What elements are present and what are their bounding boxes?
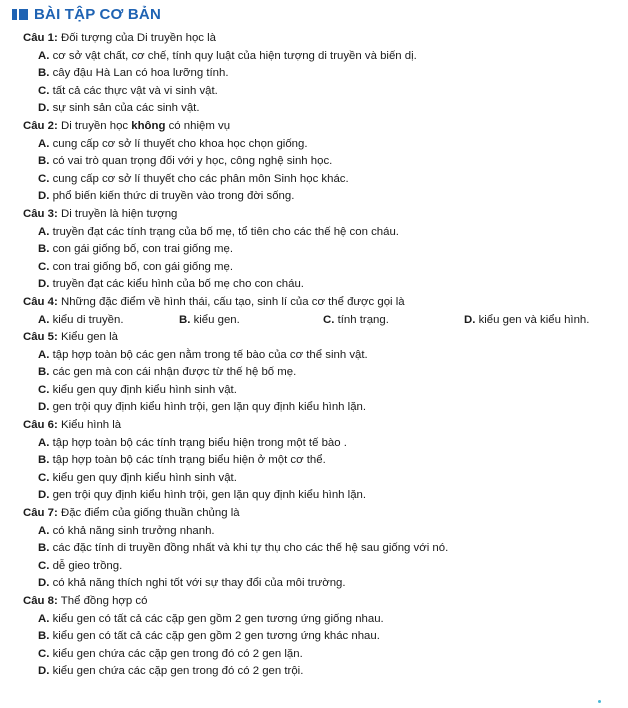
option-text: dễ gieo trồng.: [52, 559, 123, 572]
question-4: [23, 294, 618, 312]
option-letter: D.: [38, 665, 50, 678]
option-letter: D.: [38, 489, 50, 502]
option-letter: C.: [38, 84, 50, 97]
question-number: Câu 5:: [23, 331, 58, 344]
option-letter: A.: [38, 313, 50, 326]
option-text: sự sinh sản của các sinh vật.: [52, 102, 200, 115]
question-text: Đối tượng của Di truyền học là: [60, 32, 217, 44]
option-letter: A.: [38, 49, 50, 62]
option-letter: A.: [38, 137, 50, 150]
option-text: có khả năng sinh trưởng nhanh.: [52, 524, 215, 537]
option-text: con gái giống bố, con trai giống mẹ.: [52, 243, 234, 256]
decorative-dot: [598, 700, 601, 703]
option-8c: [23, 646, 618, 664]
option-letter: D.: [38, 577, 50, 590]
question-7: [23, 505, 618, 523]
option-1a: [23, 48, 618, 66]
option-letter: D.: [464, 313, 476, 326]
option-text: tập hợp toàn bộ các tính trạng biểu hiện ở một cơ thể.: [52, 454, 326, 467]
option-text: kiểu gen và kiểu hình.: [478, 313, 590, 326]
option-2b: [23, 153, 618, 171]
option-text: các gen mà con cái nhận được từ thế hệ bố mẹ.: [52, 366, 297, 379]
option-letter: C.: [323, 313, 335, 326]
option-1b: [23, 65, 618, 83]
option-text: cây đậu Hà Lan có hoa lưỡng tính.: [52, 67, 229, 80]
option-letter: B.: [38, 542, 50, 555]
question-text-end: có nhiệm vụ: [168, 119, 231, 132]
question-text: Thể đồng hợp có: [60, 595, 148, 607]
option-2d: [23, 188, 618, 206]
option-2a: [23, 136, 618, 154]
option-5c: [23, 382, 618, 400]
question-number: Câu 1:: [23, 32, 58, 44]
option-text: các đặc tính di truyền đồng nhất và khi tự thụ cho các thế hệ sau giống với nó.: [52, 542, 449, 555]
option-text: cung cấp cơ sở lí thuyết cho các phân môn Sinh học khác.: [52, 172, 349, 185]
option-3d: [23, 276, 618, 294]
option-letter: B.: [38, 366, 50, 379]
question-6: [23, 417, 618, 435]
question-text: Những đặc điểm về hình thái, cấu tạo, sinh lí của cơ thể được gọi là: [60, 295, 405, 308]
option-letter: A.: [38, 612, 50, 625]
option-letter: A.: [38, 348, 50, 361]
question-number: Câu 8:: [23, 595, 58, 607]
options-row-4: [23, 312, 618, 330]
option-text: kiểu gen có tất cả các cặp gen gồm 2 gen tương ứng khác nhau.: [52, 630, 380, 643]
question-3: [23, 206, 618, 224]
option-text: phổ biến kiến thức di truyền vào trong đời sống.: [52, 190, 295, 203]
option-text: cơ sở vật chất, cơ chế, tính quy luật của hiện tượng di truyền và biến dị.: [52, 49, 417, 62]
option-text: gen trội quy định kiểu hình trội, gen lặn quy định kiểu hình lặn.: [52, 401, 367, 414]
option-text: có vai trò quan trọng đối với y học, công nghệ sinh học.: [52, 155, 333, 168]
option-letter: B.: [38, 454, 50, 467]
option-text: có khả năng thích nghi tốt với sự thay đổi của môi trường.: [52, 577, 346, 590]
option-7b: [23, 540, 618, 558]
option-4b: [179, 312, 323, 330]
option-letter: A.: [38, 436, 50, 449]
option-text: cung cấp cơ sở lí thuyết cho khoa học chọn giống.: [52, 137, 308, 150]
question-number: Câu 6:: [23, 419, 58, 432]
question-text: Kiểu hình là: [60, 419, 122, 432]
question-number: Câu 7:: [23, 507, 58, 520]
question-1: [23, 30, 618, 48]
option-4c: [323, 312, 464, 330]
section-title-text: BÀI TẬP CƠ BẢN: [34, 5, 161, 23]
option-text: kiểu di truyền.: [52, 313, 124, 326]
option-letter: C.: [38, 260, 50, 273]
question-text: Đặc điểm của giống thuần chủng là: [60, 507, 240, 520]
option-7c: [23, 558, 618, 576]
option-letter: A.: [38, 524, 50, 537]
option-letter: B.: [38, 630, 50, 643]
option-1c: [23, 83, 618, 101]
option-2c: [23, 171, 618, 189]
question-5: [23, 329, 618, 347]
option-text: tập hợp toàn bộ các tính trạng biểu hiện trong một tế bào .: [52, 436, 347, 449]
option-letter: B.: [38, 243, 50, 256]
question-number: Câu 3:: [23, 207, 58, 220]
section-marker-icon: [12, 9, 28, 20]
question-text: Kiểu gen là: [60, 331, 118, 344]
option-letter: C.: [38, 559, 50, 572]
option-3b: [23, 241, 618, 259]
exercise-list: [23, 30, 618, 681]
option-letter: B.: [38, 155, 50, 168]
option-text: kiểu gen chứa các cặp gen trong đó có 2 gen lặn.: [52, 647, 303, 660]
option-6a: [23, 435, 618, 453]
option-text: gen trội quy định kiểu hình trội, gen lặn quy định kiểu hình lặn.: [52, 489, 367, 502]
option-3a: [23, 224, 618, 242]
option-text: kiểu gen quy định kiểu hình sinh vật.: [52, 471, 237, 484]
question-8: [23, 593, 618, 611]
option-8b: [23, 628, 618, 646]
option-4d: [464, 312, 589, 330]
option-letter: C.: [38, 471, 50, 484]
option-6b: [23, 452, 618, 470]
option-5a: [23, 347, 618, 365]
question-number: Câu 4:: [23, 295, 58, 308]
option-text: tập hợp toàn bộ các gen nằm trong tế bào của cơ thể sinh vật.: [52, 348, 368, 361]
option-letter: B.: [179, 313, 191, 326]
question-2: [23, 118, 618, 136]
question-text: Di truyền là hiện tượng: [60, 207, 178, 220]
option-letter: C.: [38, 383, 50, 396]
option-text: con trai giống bố, con gái giống mẹ.: [52, 260, 234, 273]
option-letter: D.: [38, 190, 50, 203]
option-text: truyền đạt các tính trạng của bố mẹ, tổ tiên cho các thế hệ con cháu.: [52, 225, 399, 238]
question-number: Câu 2:: [23, 119, 58, 132]
section-title: [12, 5, 161, 23]
option-3c: [23, 259, 618, 277]
option-5d: [23, 399, 618, 417]
option-6c: [23, 470, 618, 488]
option-letter: A.: [38, 225, 50, 238]
option-text: tất cả các thực vật và vi sinh vật.: [52, 84, 218, 97]
option-text: kiểu gen có tất cả các cặp gen gồm 2 gen tương ứng giống nhau.: [52, 612, 384, 625]
option-text: kiểu gen quy định kiểu hình sinh vật.: [52, 383, 237, 396]
option-4a: [38, 312, 179, 330]
option-text: tính trạng.: [337, 313, 389, 326]
option-5b: [23, 364, 618, 382]
option-text: truyền đạt các kiểu hình của bố mẹ cho con cháu.: [52, 278, 304, 291]
option-8d: [23, 663, 618, 681]
option-1d: [23, 100, 618, 118]
option-letter: D.: [38, 102, 50, 115]
option-letter: D.: [38, 401, 50, 414]
option-letter: D.: [38, 278, 50, 291]
option-letter: C.: [38, 172, 50, 185]
question-text: Di truyền học: [60, 119, 129, 132]
option-letter: C.: [38, 647, 50, 660]
option-8a: [23, 611, 618, 629]
option-letter: B.: [38, 67, 50, 80]
option-text: kiểu gen.: [193, 313, 240, 326]
option-7a: [23, 523, 618, 541]
question-emphasis: không: [131, 119, 166, 132]
option-text: kiểu gen chứa các cặp gen trong đó có 2 gen trội.: [52, 665, 304, 678]
option-7d: [23, 575, 618, 593]
option-6d: [23, 487, 618, 505]
